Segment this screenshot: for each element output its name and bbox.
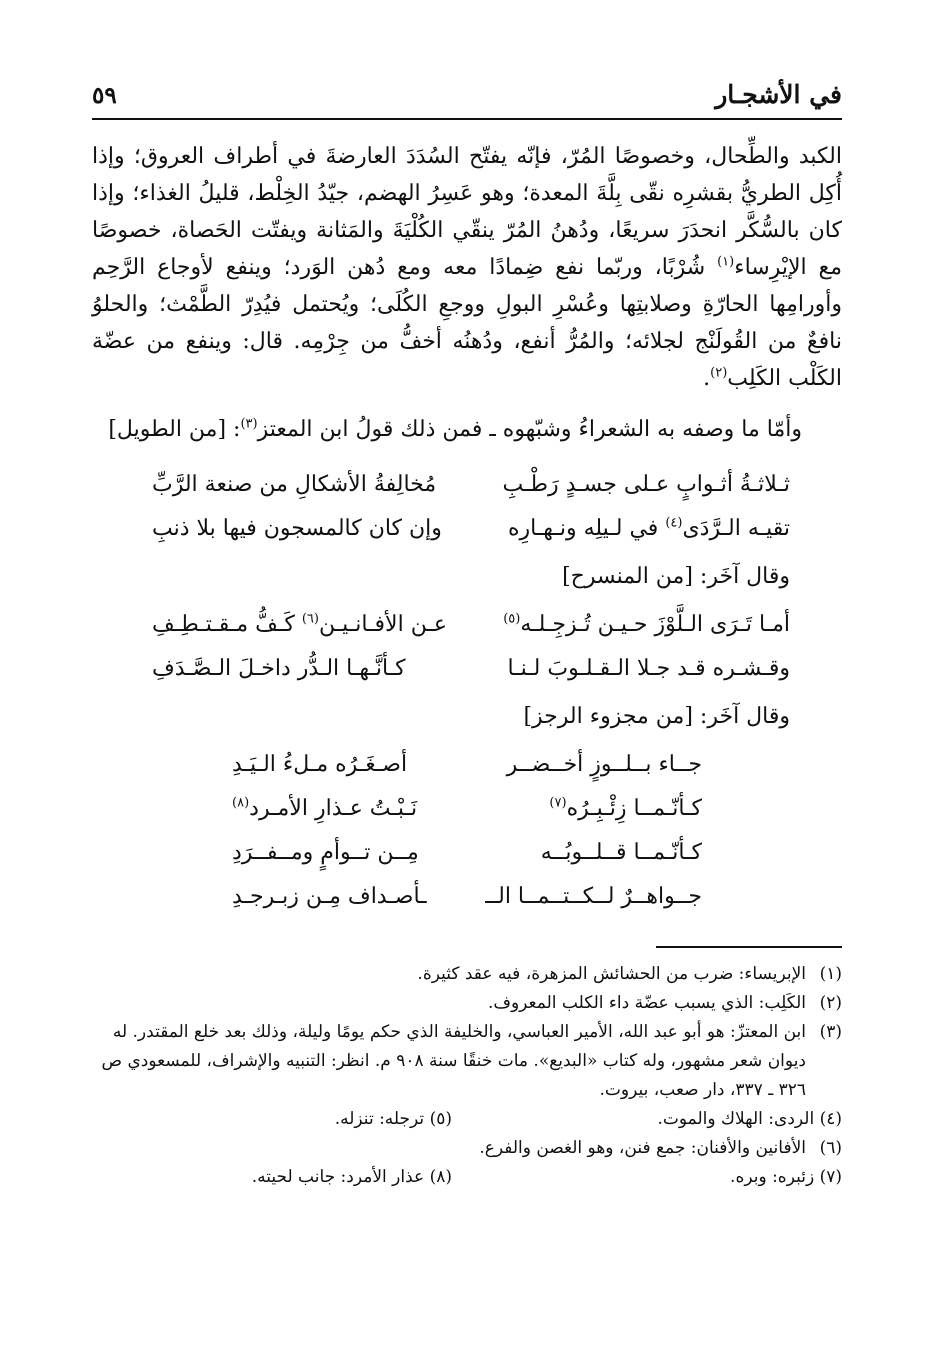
footnotes [92, 960, 842, 1192]
footnote-1-number: (١) [819, 964, 842, 984]
poem3-verse-1-first-hemistich: جــاء بــلــوزٍ أخــضــر [506, 752, 702, 777]
book-page [92, 74, 842, 1334]
footnote-3-number: (٣) [819, 1022, 842, 1042]
poem2-verse-1-first-text: أمـا تَـرَى الـلَّوْزَ حـيـن تُـزجِـلـه [520, 612, 790, 637]
poem3-verse-3-second-hemistich: مِــن تــوأمٍ ومــفــرَدِ [232, 840, 419, 865]
footnote-divider [656, 946, 842, 948]
poem1-verse-2-second-hemistich: وإن كان كالمسجون فيها بلا ذنبِ [152, 516, 442, 541]
poem2-verse-2-second-hemistich: كـأنَّـهـا الـدُّر داخـلَ الـصَّـدَفِ [152, 656, 406, 681]
poem3-intro [92, 694, 842, 746]
paragraph-1 [92, 138, 842, 397]
poem2-verse-2-first-hemistich: وقـشـره قـد جـلا الـقـلـوبَ لـنـا [507, 656, 790, 681]
poem2-intro-label: وقال آخَر: [من المنسرح] [562, 564, 790, 589]
poem3-verse-4 [92, 878, 842, 922]
poem3-verse-3-first-hemistich: كـأنّـمــا قــلــوبُــه [540, 840, 702, 865]
paragraph-1-part-b: شُرْبًا، وربّما نفع ضِمادًا معه ومع دُهن الوَرد؛ وينفع لأوجاع الرَّحِم وأورامِها الحارّةِ وصلابتِها وعُسْرِ البولِ ووجعِ الكُلَى؛ ويُحتمل فيُدِرّ الطَّمْث؛ والحلوُ نافعٌ من القُولَنْج لجلائه؛ والمُرُّ أنفع، ودُهنُه أخفُّ من جِرْمِه. قال: وينفع من عضّة الكَلْب الكَلِب [92, 255, 842, 391]
footnote-4 [657, 1105, 842, 1134]
running-title: في الأشجـار [715, 80, 842, 109]
footnote-8-number: (٨) [429, 1167, 452, 1187]
footnote-2-text: الكَلِب: الذي يسبب عضّة داء الكلب المعروف. [487, 993, 806, 1013]
footnote-2 [92, 989, 842, 1018]
poem3-verse-4-second-hemistich: ـأصـداف مِـن زبـرجـدِ [232, 884, 427, 909]
poem3-intro-label: وقال آخَر: [من مجزوء الرجز] [523, 704, 790, 729]
poem3-verse-1 [92, 746, 842, 790]
footnote-8 [252, 1163, 452, 1192]
poem3-verse-2-second-text: نَـبْـتُ عـذارِ الأمـرد [249, 796, 418, 821]
footnote-ref-4[interactable]: (٤) [665, 515, 683, 531]
footnote-4-text: الردى: الهلاك والموت. [657, 1109, 815, 1129]
footnote-ref-6[interactable]: (٦) [301, 611, 319, 627]
poem1-verse-2 [92, 510, 842, 554]
footnote-6 [92, 1134, 842, 1163]
footnote-ref-2[interactable]: (٢) [710, 365, 728, 381]
poem2-verse-1-second-part-a: عـن الأفـانـيـن [318, 612, 448, 637]
footnote-ref-7[interactable]: (٧) [549, 795, 567, 811]
page-number: ٥٩ [92, 82, 117, 109]
footnote-ref-8[interactable]: (٨) [232, 795, 250, 811]
footnote-5-number: (٥) [429, 1109, 452, 1129]
footnote-ref-1[interactable]: (١) [717, 254, 735, 270]
paragraph-2-part-a: وأمّا ما وصفه به الشعراءُ وشبّهوه ـ فمن ذلك قولُ ابن المعتز [257, 417, 802, 442]
poem1-verse-2-first-part: تقيـه الـرَّدَى [682, 516, 790, 541]
footnote-6-text: الأفانين والأفنان: جمع فنن، وهو الغصن والفرع. [479, 1138, 806, 1158]
footnote-2-number: (٢) [819, 993, 842, 1013]
poem2-verse-2 [92, 650, 842, 694]
footnote-3 [92, 1018, 842, 1105]
poem2-intro [92, 554, 842, 606]
poem3-verse-2-second-hemistich [232, 796, 417, 821]
footnote-7-number: (٧) [819, 1167, 842, 1187]
poem2-verse-1-first-hemistich [503, 612, 790, 637]
paragraph-2 [92, 411, 842, 448]
footnote-8-text: عذار الأمرد: جانب لحيته. [251, 1167, 425, 1187]
poem1-verse-1-first-hemistich: ثـلاثـةُ أثـوابٍ عـلى جسـدٍ رَطْـبِ [502, 472, 790, 497]
footnote-6-number: (٦) [819, 1138, 842, 1158]
poem3-verse-2 [92, 790, 842, 834]
footnotes-4-5 [92, 1105, 842, 1134]
footnote-1-text: الإبريساء: ضرب من الحشائش المزهرة، فيه عقد كثيرة. [417, 964, 806, 984]
footnote-7 [730, 1163, 842, 1192]
poem2-verse-1-second-hemistich [152, 612, 447, 637]
footnote-ref-5[interactable]: (٥) [503, 611, 521, 627]
main-text [92, 138, 842, 448]
poems [92, 466, 842, 922]
footnote-4-number: (٤) [819, 1109, 842, 1129]
poem1-verse-2-second-part: في لـيلِه ونـهـارِه [507, 516, 666, 541]
paragraph-1-part-a: الكبد والطِّحال، وخصوصًا المُرّ، فإنّه يفتّح السُدَدَ العارضةَ في أطراف العروق؛ وإذا أُكِل الطريُّ بقشرِه نقّى بِلَّةَ المعدة؛ وهو عَسِرُ الهضم، جيّدُ الخِلْط، قليلُ الغذاء؛ وإذا كان بالسُّكَّر انحدَرَ سريعًا، ودُهنُ المُرّ ينقّي الكُلْيَةَ والمَثانة ويفتّت الحَصاة، خصوصًا مع الإيْرِساء [92, 144, 842, 280]
paragraph-1-part-c: . [703, 366, 711, 391]
poem3-verse-2-first-hemistich [549, 796, 702, 821]
footnotes-7-8 [92, 1163, 842, 1192]
paragraph-2-part-b: : [من الطويل] [108, 417, 241, 442]
footnote-ref-3[interactable]: (٣) [240, 416, 258, 432]
poem1-verse-2-first-hemistich [508, 516, 790, 541]
footnote-5-text: ترجله: تنزله. [334, 1109, 425, 1129]
footnote-1 [92, 960, 842, 989]
poem3-verse-4-first-hemistich: جــواهــرٌ لــكــتــمــا الــ [485, 884, 702, 909]
poem2-verse-1-second-part-b: كَـفُّ مـقـتـطِـفِ [152, 612, 302, 637]
footnote-7-text: زئبره: وبره. [730, 1167, 815, 1187]
poem1-verse-1-second-hemistich: مُخالِفةُ الأشكالِ من صنعة الرَّبِّ [152, 472, 437, 497]
poem3-verse-2-first-text: كـأنّـمــا زِئْـبِـرُه [566, 796, 702, 821]
poem1-verse-1 [92, 466, 842, 510]
poem2-verse-1 [92, 606, 842, 650]
footnote-3-text: ابن المعتزّ: هو أبو عبد الله، الأمير العباسي، والخليفة الذي حكم يومًا وليلة، وذلك بعد خلع المقتدر. له ديوان شعر مشهور، وله كتاب «البديع». مات خنقًا سنة ٩٠٨ م. انظر: التنبيه والإشراف، للمسعودي ص ٣٢٦ ـ ٣٣٧، دار صعب، بيروت. [101, 1022, 806, 1100]
poem3-verse-1-second-hemistich: أصـغَـرُه مـلءُ الـيَـدِ [232, 752, 408, 777]
footnote-5 [335, 1105, 452, 1134]
page-header [92, 74, 842, 120]
poem3-verse-3 [92, 834, 842, 878]
